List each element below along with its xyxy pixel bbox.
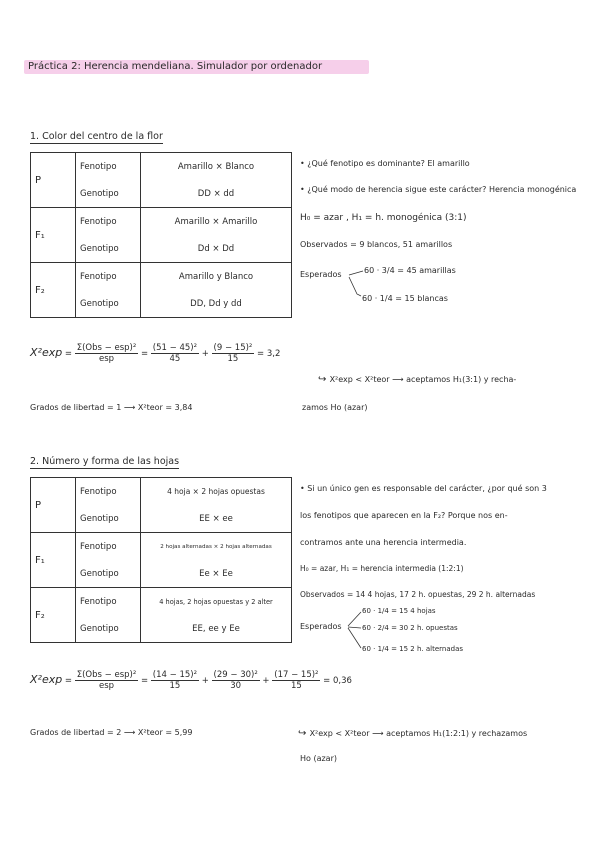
row-label: Genotipo (76, 180, 141, 208)
chi-result: = 3,2 (257, 349, 281, 359)
generation-cell: P (31, 478, 76, 533)
row-label: Genotipo (76, 505, 141, 533)
page-title: Práctica 2: Herencia mendeliana. Simulador por ordenador (24, 60, 369, 74)
row-value: Ee × Ee (141, 560, 292, 588)
section-1-table (30, 152, 292, 318)
chi-square-formula: X²exp = $\frac{\text{Σ(Obs − esp)²}}{\text{esp}}$ = $\frac{\text{(51 − 45)²}}{45}$ + $\frac{\text{(9 − 15)²}}{15}$ = 3,2 (30, 343, 281, 364)
conclusion-cont: Ho (azar) (300, 754, 337, 763)
row-label: Fenotipo (76, 153, 141, 181)
row-label: Fenotipo (76, 478, 141, 506)
fraction: $\frac{\text{(51 − 45)²}}{45}$ (152, 343, 197, 364)
table-row (31, 263, 292, 291)
row-value: Amarillo × Blanco (141, 153, 292, 181)
section-2-heading: 2. Número y forma de las hojas (30, 456, 180, 467)
note-question-cont: contramos ante una herencia intermedia. (300, 538, 467, 547)
table-row (31, 533, 292, 561)
generation-cell: P (31, 153, 76, 208)
generation-cell: F₁ (31, 208, 76, 263)
table-row (31, 478, 292, 506)
fraction: $\frac{\text{(14 − 15)²}}{15}$ (152, 670, 197, 691)
branch-arrows (346, 610, 364, 652)
chi-lhs: X²exp (30, 346, 63, 359)
table-row (31, 588, 292, 616)
expected-value: 60 · 3/4 = 45 amarillas (364, 266, 456, 275)
row-value: Amarillo y Blanco (141, 263, 292, 291)
generation-cell: F₂ (31, 263, 76, 318)
row-value: EE × ee (141, 505, 292, 533)
branch-arrows (347, 268, 367, 300)
table-row (31, 208, 292, 236)
row-label: Fenotipo (76, 533, 141, 561)
row-label: Genotipo (76, 615, 141, 643)
section-1-heading: 1. Color del centro de la flor (30, 131, 163, 142)
note-inheritance: • ¿Qué modo de herencia sigue este carácter? Herencia monogénica (300, 185, 577, 194)
row-value: 4 hojas, 2 hojas opuestas y 2 alter (141, 588, 292, 616)
note-dominance: • ¿Qué fenotipo es dominante? El amarillo (300, 159, 470, 168)
row-label: Fenotipo (76, 263, 141, 291)
conclusion-cont: zamos Ho (azar) (302, 403, 368, 412)
esperados-label: Esperados (300, 270, 342, 279)
section-2-table (30, 477, 292, 643)
row-label: Fenotipo (76, 588, 141, 616)
row-value: Dd × Dd (141, 235, 292, 263)
row-label: Genotipo (76, 290, 141, 318)
row-value: 2 hojas alternadas × 2 hojas alternadas (141, 533, 292, 561)
note-observed: Observados = 9 blancos, 51 amarillos (300, 240, 453, 249)
fraction: $\frac{\text{Σ(Obs − esp)²}}{\text{esp}}$ (76, 343, 137, 364)
conclusion: ↪ X²exp < X²teor ⟶ aceptamos H₁(3:1) y recha- (318, 374, 517, 385)
conclusion: ↪ X²exp < X²teor ⟶ aceptamos H₁(1:2:1) y rechazamos (298, 728, 528, 739)
expected-value: 60 · 2/4 = 30 2 h. opuestas (362, 624, 458, 632)
fraction: $\frac{\text{(17 − 15)²}}{15}$ (274, 670, 319, 691)
fraction: $\frac{\text{(9 − 15)²}}{15}$ (213, 343, 253, 364)
row-label: Genotipo (76, 235, 141, 263)
degrees-of-freedom: Grados de libertad = 2 ⟶ X²teor = 5,99 (30, 728, 193, 737)
row-value: DD, Dd y dd (141, 290, 292, 318)
chi-lhs: X²exp (30, 673, 63, 686)
row-label: Genotipo (76, 560, 141, 588)
expected-value: 60 · 1/4 = 15 2 h. alternadas (362, 645, 464, 653)
note-hypotheses: H₀ = azar, H₁ = herencia intermedia (1:2:1) (300, 564, 464, 573)
expected-value: 60 · 1/4 = 15 blancas (362, 294, 448, 303)
row-value: Amarillo × Amarillo (141, 208, 292, 236)
chi-result: = 0,36 (323, 676, 352, 686)
row-value: DD × dd (141, 180, 292, 208)
row-value: 4 hoja × 2 hojas opuestas (141, 478, 292, 506)
generation-cell: F₂ (31, 588, 76, 643)
degrees-of-freedom: Grados de libertad = 1 ⟶ X²teor = 3,84 (30, 403, 193, 412)
note-observed: Observados = 14 4 hojas, 17 2 h. opuestas, 29 2 h. alternadas (300, 590, 536, 599)
row-label: Fenotipo (76, 208, 141, 236)
generation-cell: F₁ (31, 533, 76, 588)
fraction: $\frac{\text{Σ(Obs − esp)²}}{\text{esp}}$ (76, 670, 137, 691)
expected-value: 60 · 1/4 = 15 4 hojas (362, 607, 436, 615)
fraction: $\frac{\text{(29 − 30)²}}{30}$ (213, 670, 258, 691)
note-question-cont: los fenotipos que aparecen en la F₂? Porque nos en- (300, 511, 508, 520)
note-hypotheses: H₀ = azar , H₁ = h. monogénica (3:1) (300, 213, 467, 223)
note-question: • Si un único gen es responsable del carácter, ¿por qué son 3 (300, 484, 547, 493)
chi-square-formula: X²exp = $\frac{\text{Σ(Obs − esp)²}}{\text{esp}}$ = $\frac{\text{(14 − 15)²}}{15}$ + $\frac{\text{(29 − 30)²}}{30}$ + $\frac{\text{(17 − 15)²}}{15}$ = 0,36 (30, 670, 352, 691)
row-value: EE, ee y Ee (141, 615, 292, 643)
esperados-label: Esperados (300, 622, 342, 631)
table-row (31, 153, 292, 181)
